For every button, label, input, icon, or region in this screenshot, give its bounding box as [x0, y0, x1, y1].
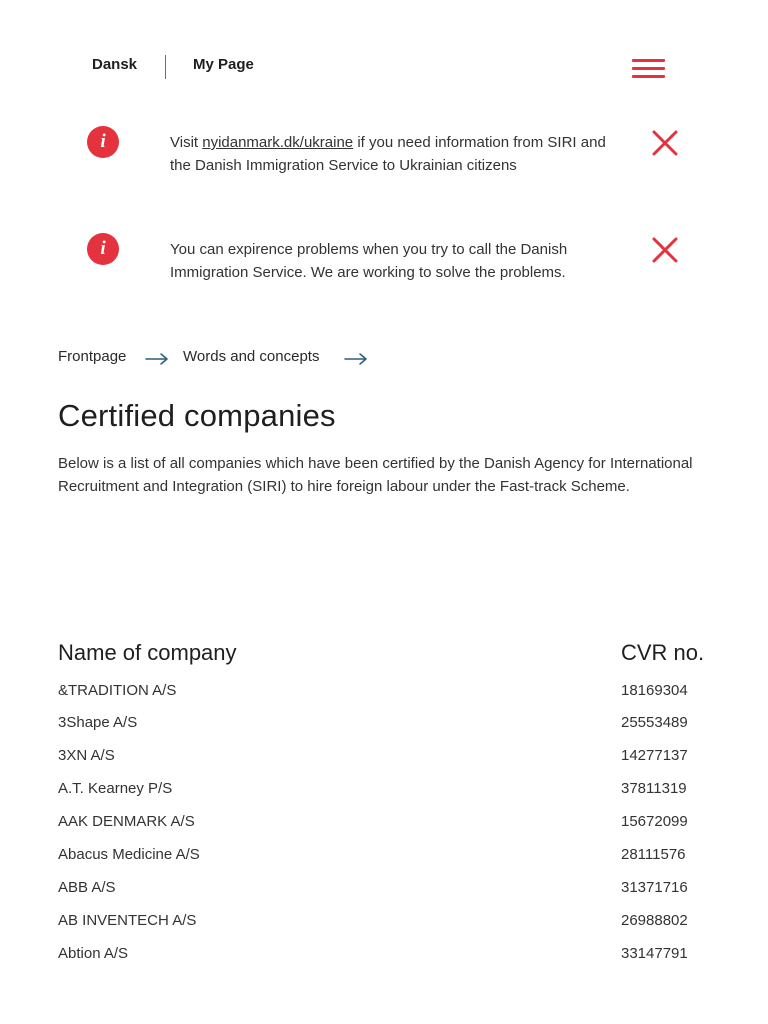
company-cvr: 14277137 [621, 747, 688, 764]
company-cvr: 15672099 [621, 813, 688, 830]
company-cvr: 33147791 [621, 945, 688, 962]
alert-phone-problems [0, 233, 768, 303]
breadcrumb-words-and-concepts[interactable]: Words and concepts [183, 348, 320, 365]
ukraine-link[interactable]: nyidanmark.dk/ukraine [202, 134, 354, 151]
company-cvr: 28111576 [621, 846, 686, 863]
table-row [0, 780, 768, 813]
info-icon: i [87, 126, 119, 158]
company-name: ABB A/S [58, 879, 116, 896]
arrow-right-icon [145, 352, 169, 366]
table-row [0, 813, 768, 846]
company-cvr: 26988802 [621, 912, 688, 929]
intro-text: Below is a list of all companies which have been certified by the Danish Agency for International Recruitment and Integration (SIRI) to hire foreign labour under the Fast-track Scheme. [58, 455, 693, 495]
close-icon[interactable] [651, 129, 679, 157]
company-name: 3Shape A/S [58, 714, 138, 731]
column-header-name: Name of company [58, 640, 237, 665]
alert-text-before: Visit [170, 134, 203, 151]
hamburger-menu-icon[interactable] [630, 56, 668, 82]
table-row [0, 682, 768, 715]
company-cvr: 31371716 [621, 879, 688, 896]
company-name: AAK DENMARK A/S [58, 813, 195, 830]
page-title: Certified companies [58, 398, 336, 433]
company-cvr: 25553489 [621, 714, 688, 731]
company-cvr: 37811319 [621, 780, 687, 797]
alert-ukraine [0, 126, 768, 196]
table-row [0, 945, 768, 978]
header-divider [165, 55, 166, 79]
company-name: &TRADITION A/S [58, 682, 177, 699]
company-name: Abacus Medicine A/S [58, 846, 200, 863]
column-header-cvr: CVR no. [621, 640, 705, 665]
table-row [0, 714, 768, 747]
company-name: AB INVENTECH A/S [58, 912, 197, 929]
arrow-right-icon [344, 352, 368, 366]
table-row [0, 912, 768, 945]
info-icon: i [87, 233, 119, 265]
company-name: 3XN A/S [58, 747, 115, 764]
table-row [0, 879, 768, 912]
company-name: A.T. Kearney P/S [58, 780, 173, 797]
alert-text: You can expirence problems when you try to call the Danish Immigration Service. We are working to solve the problems. [170, 241, 568, 281]
table-row [0, 846, 768, 879]
alert-text [170, 131, 610, 177]
company-name: Abtion A/S [58, 945, 129, 962]
company-cvr: 18169304 [621, 682, 688, 699]
breadcrumb-frontpage[interactable]: Frontpage [58, 348, 127, 365]
close-icon[interactable] [651, 236, 679, 264]
my-page-link[interactable]: My Page [193, 56, 254, 73]
alert-text-after: if you need information from SIRI and the Danish Immigration Service to Ukrainian citizens [170, 134, 606, 174]
table-row [0, 747, 768, 780]
language-link[interactable]: Dansk [92, 56, 138, 73]
